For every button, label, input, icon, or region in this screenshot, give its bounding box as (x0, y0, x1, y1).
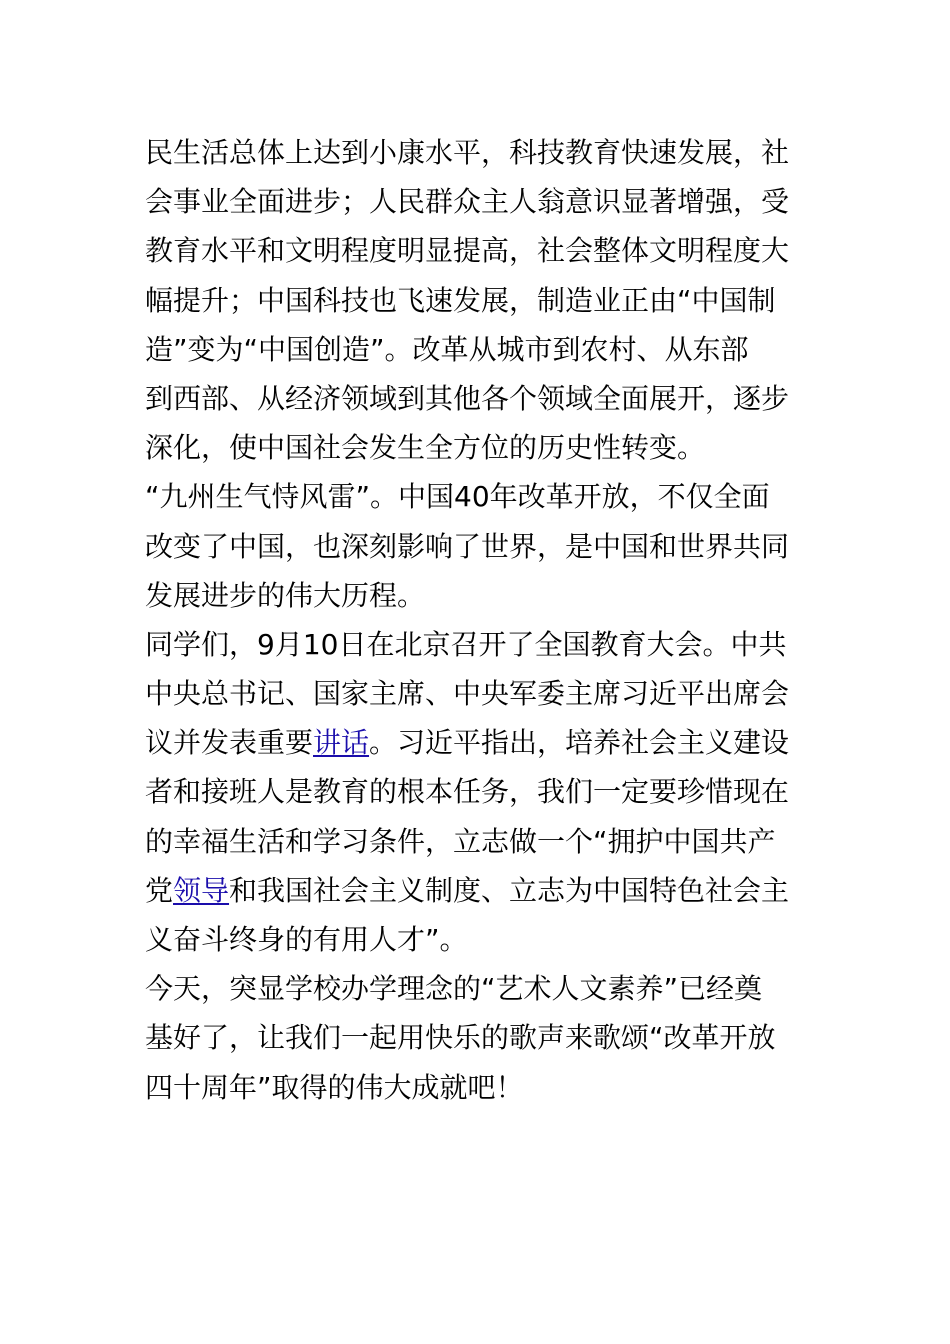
text-line: 义奋斗终身的有用人才”。 (145, 923, 468, 956)
text-segment: 。习近平指出，培养社会主义建设 (369, 726, 790, 760)
paragraph-3 (145, 620, 810, 964)
text-line: 基好了，让我们一起用快乐的歌声来歌颂“改革开放 (145, 1021, 776, 1055)
text-line: 的幸福生活和学习条件，立志做一个“拥护中国共产 (145, 824, 776, 858)
text-line: 今天，突显学校办学理念的“艺术人文素养”已经奠 (145, 972, 763, 1006)
text-line-with-link (145, 718, 810, 767)
text-line: 者和接班人是教育的根本任务，我们一定要珍惜现在 (145, 775, 790, 809)
text-line: 改变了中国，也深刻影响了世界，是中国和世界共同 (145, 529, 790, 563)
leadership-link[interactable]: 领导 (173, 873, 230, 907)
document-body (145, 128, 810, 1112)
text-line: 到西部、从经济领域到其他各个领域全面展开，逐步 (145, 381, 790, 415)
paragraph-1 (145, 128, 810, 472)
text-segment: 议并发表重要 (145, 726, 314, 760)
paragraph-2 (145, 472, 810, 620)
text-line: 中央总书记、国家主席、中央军委主席习近平出席会 (145, 677, 790, 711)
speech-link[interactable]: 讲话 (313, 726, 370, 760)
text-line: 同学们，9月10日在北京召开了全国教育大会。中共 (145, 627, 787, 661)
text-line: “九州生气恃风雷”。中国40年改革开放，不仅全面 (145, 480, 770, 514)
paragraph-4 (145, 964, 810, 1112)
text-line-with-link (145, 866, 810, 915)
text-line: 民生活总体上达到小康水平，科技教育快速发展，社 (145, 136, 790, 169)
text-line: 幅提升；中国科技也飞速发展，制造业正由“中国制 (145, 283, 776, 317)
text-line: 深化，使中国社会发生全方位的历史性转变。 (145, 431, 706, 465)
text-line: 四十周年”取得的伟大成就吧！ (145, 1070, 524, 1104)
text-segment: 党 (145, 873, 174, 907)
text-line: 教育水平和文明程度明显提高，社会整体文明程度大 (145, 234, 790, 268)
text-line: 会事业全面进步；人民群众主人翁意识显著增强，受 (145, 185, 790, 219)
text-segment: 和我国社会主义制度、立志为中国特色社会主 (229, 873, 790, 907)
text-line: 发展进步的伟大历程。 (145, 578, 426, 612)
text-line: 造”变为“中国创造”。改革从城市到农村、从东部 (145, 332, 749, 366)
